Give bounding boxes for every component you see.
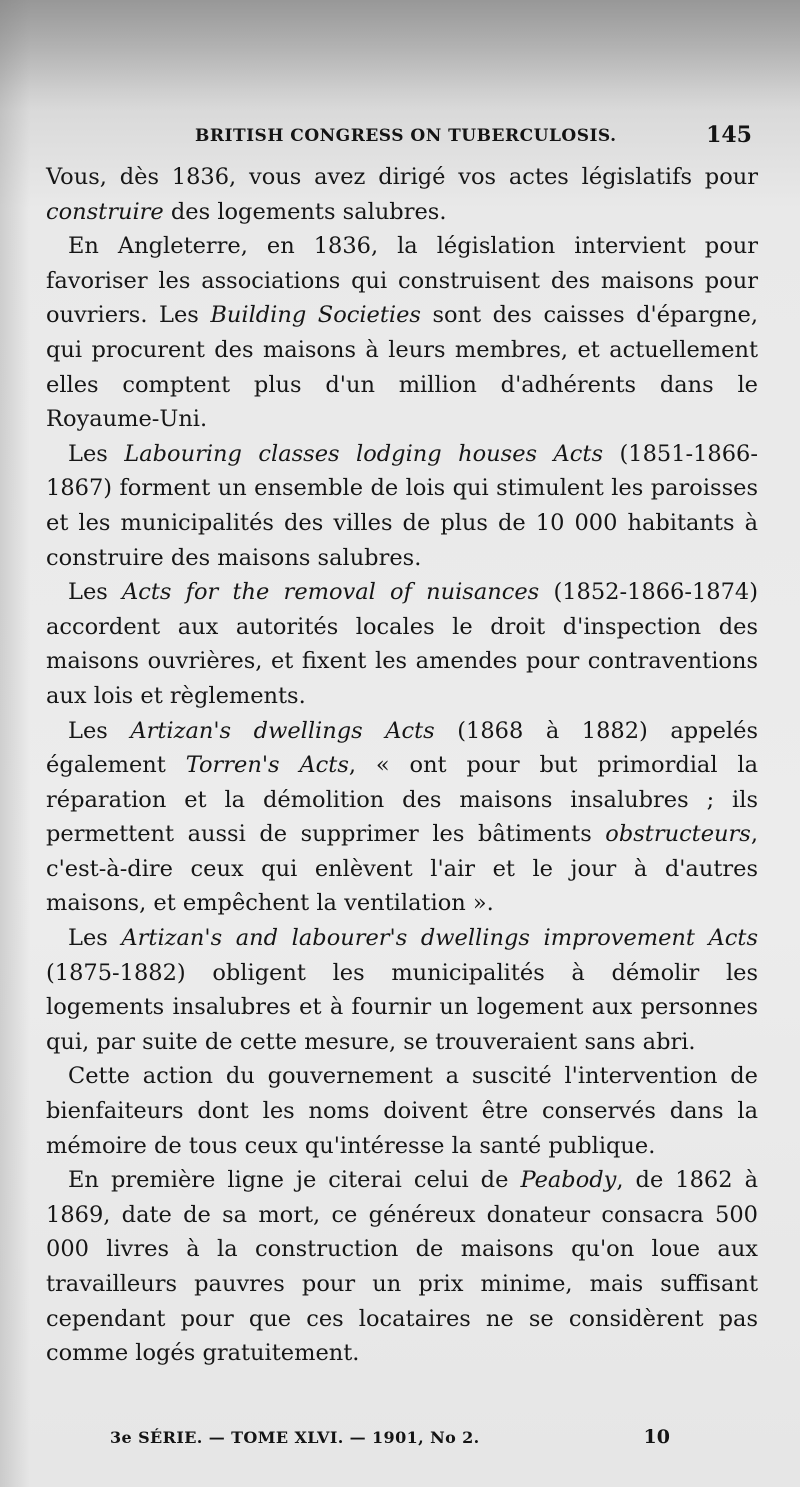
body-text — [46, 160, 758, 1371]
italic-text: Acts for the removal of nuisances — [122, 579, 540, 606]
text-run: Les — [68, 440, 125, 467]
text-run: Vous, dès 1836, vous avez dirigé vos actes législatifs pour — [46, 164, 758, 190]
text-run: , « ont pour but primordial la réparation et la démolition des maisons insalubres ; ils permettent aussi de supprimer les bâtiments — [46, 752, 759, 848]
running-title: BRITISH CONGRESS ON TUBERCULOSIS. — [195, 126, 617, 146]
text-run: En première ligne je citerai celui de — [68, 1167, 521, 1194]
paragraph — [46, 575, 758, 713]
text-run: (1851-1866-1867) forment un ensemble de lois qui stimulent les paroisses et les municipalités des villes de plus de 10 000 habitants à construire des maisons salubres. — [46, 440, 758, 571]
paragraph — [46, 437, 758, 575]
page-left-shade — [0, 0, 30, 1487]
paragraph — [46, 921, 758, 1059]
paragraph — [46, 714, 758, 922]
text-run: Les — [68, 579, 123, 606]
text-run: Les — [68, 717, 131, 744]
page-number: 145 — [706, 122, 752, 148]
signature-mark: 10 — [643, 1426, 670, 1448]
italic-text: Building Societies — [210, 302, 421, 329]
paragraph — [46, 160, 758, 229]
page-footer — [110, 1424, 670, 1452]
text-run: En Angleterre, en 1836, la législation intervient pour favoriser les associations qui construisent des maisons pour ouvriers. Les — [46, 233, 758, 329]
italic-text: Artizan's dwellings Acts — [130, 717, 435, 744]
paragraph — [46, 229, 758, 437]
italic-text: Torren's Acts — [185, 752, 349, 779]
text-run: des logements salubres. — [163, 198, 447, 225]
paragraph — [46, 1163, 758, 1371]
italic-text: Peabody — [520, 1167, 617, 1194]
text-run: (1852-1866-1874) accordent aux autorités locales le droit d'inspection des maisons ouvrières, et fixent les amendes pour contraventions aux lois et règlements. — [46, 579, 758, 709]
paragraph — [46, 1059, 758, 1163]
italic-text: construire — [46, 198, 164, 225]
italic-text: Labouring classes lodging houses Acts — [124, 440, 603, 467]
italic-text: obstructeurs — [605, 821, 751, 848]
text-run: , de 1862 à 1869, date de sa mort, ce généreux donateur consacra 500 000 livres à la construction de maisons qu'on loue aux travailleurs pauvres pour un prix minime, mais suffisant cependant pour que ces locataires ne se considèrent pas comme logés gratuitement. — [46, 1167, 758, 1367]
text-run: Cette action du gouvernement a suscité l'intervention de bienfaiteurs dont les noms doivent être conservés dans la mémoire de tous ceux qu'intéresse la santé publique. — [46, 1063, 758, 1159]
text-run: , c'est-à-dire ceux qui enlèvent l'air et le jour à d'autres maisons, et empêchent la ventilation ». — [46, 821, 758, 917]
text-run: Les — [68, 925, 122, 952]
page-header — [195, 122, 752, 150]
text-run: (1875-1882) obligent les municipalités à démolir les logements insalubres et à fournir un logement aux personnes qui, par suite de cette mesure, se trouveraient sans abri. — [46, 959, 758, 1055]
series-line: 3e SÉRIE. — TOME XLVI. — 1901, No 2. — [110, 1428, 480, 1447]
text-run: sont des caisses d'épargne, qui procurent des maisons à leurs membres, et actuellement elles comptent plus d'un million d'adhérents dans le Royaume-Uni. — [46, 302, 758, 433]
page-top-shadow — [0, 0, 800, 110]
text-run: (1868 à 1882) appelés également — [46, 717, 758, 779]
italic-text: Artizan's and labourer's dwellings improvement Acts — [121, 925, 758, 952]
